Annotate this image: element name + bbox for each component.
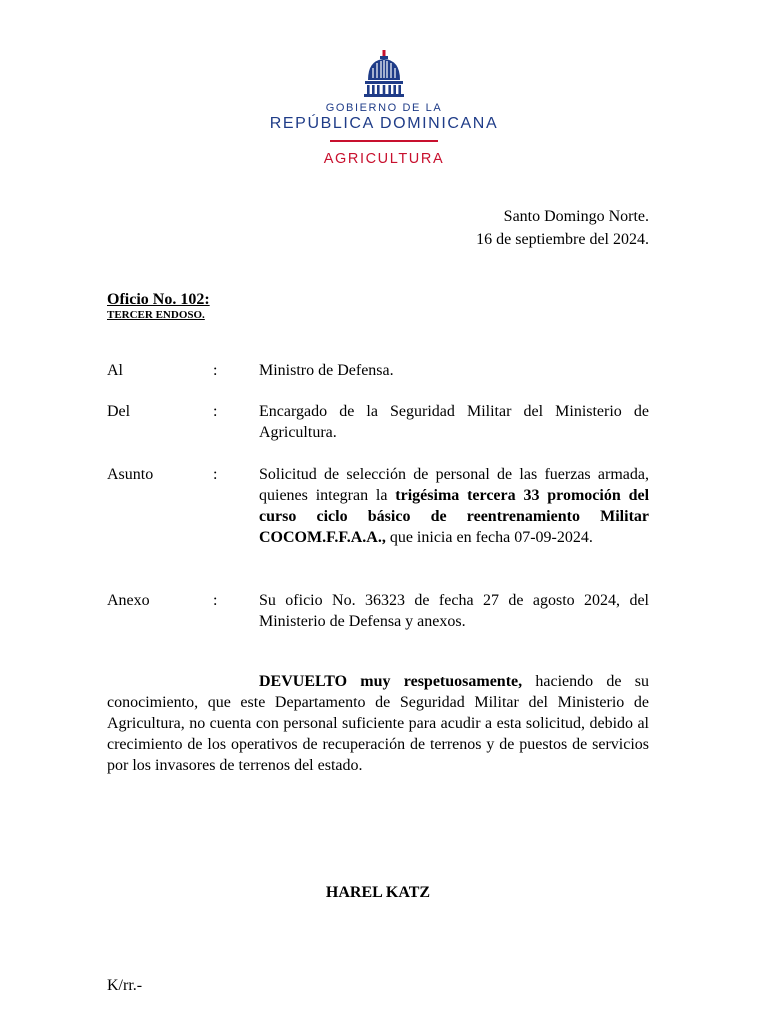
al-value: Ministro de Defensa. — [259, 362, 394, 379]
asunto-text-2: que inicia en fecha 07-09-2024. — [385, 529, 593, 546]
dome-emblem-icon — [359, 48, 409, 98]
del-colon: : — [213, 403, 218, 420]
date-line: 16 de septiembre del 2024. — [476, 231, 649, 248]
body-bold-text: DEVUELTO muy respetuosamente, — [259, 673, 523, 690]
del-value: Encargado de la Seguridad Militar del Ministerio de Agricultura. — [259, 403, 649, 441]
logo-line-agricultura: AGRICULTURA — [323, 151, 445, 167]
letterhead-logo — [0, 48, 768, 167]
anexo-colon: : — [213, 592, 218, 609]
anexo-value: Su oficio No. 36323 de fecha 27 de agosto 2024, del Ministerio de Defensa y anexos. — [259, 592, 649, 630]
logo-line-gobierno: GOBIERNO DE LA — [325, 102, 443, 114]
al-colon: : — [213, 362, 218, 379]
body-paragraph — [107, 671, 649, 776]
anexo-label: Anexo — [107, 592, 150, 609]
body-text: haciendo de su conocimiento, que este Departamento de Seguridad Militar del Ministerio de Agricultura, no cuenta con personal suficiente para acudir a esta solicitud, debido al crecimiento de los operativos de recuperación de terrenos y de puestos de servicios por los invasores de terrenos del estado. — [107, 673, 649, 774]
asunto-colon: : — [213, 466, 218, 483]
asunto-text-1: Solicitud de selección de personal de las fuerzas armada, quienes integran la — [259, 466, 649, 504]
asunto-label: Asunto — [107, 466, 154, 483]
del-label: Del — [107, 403, 131, 420]
logo-divider — [330, 140, 438, 142]
oficio-number: Oficio No. 102: — [107, 291, 210, 308]
asunto-value — [259, 464, 649, 548]
endoso-label: TERCER ENDOSO. — [107, 309, 205, 321]
signature-name: HAREL KATZ — [325, 884, 431, 901]
initials: K/rr.- — [107, 977, 143, 994]
place-line: Santo Domingo Norte. — [503, 208, 649, 225]
al-label: Al — [107, 362, 123, 379]
asunto-bold-text: trigésima tercera 33 promoción del curso ciclo básico de reentrenamiento Militar COCOM.F.F.A.A., — [259, 487, 650, 546]
logo-line-republica: REPÚBLICA DOMINICANA — [269, 115, 499, 132]
